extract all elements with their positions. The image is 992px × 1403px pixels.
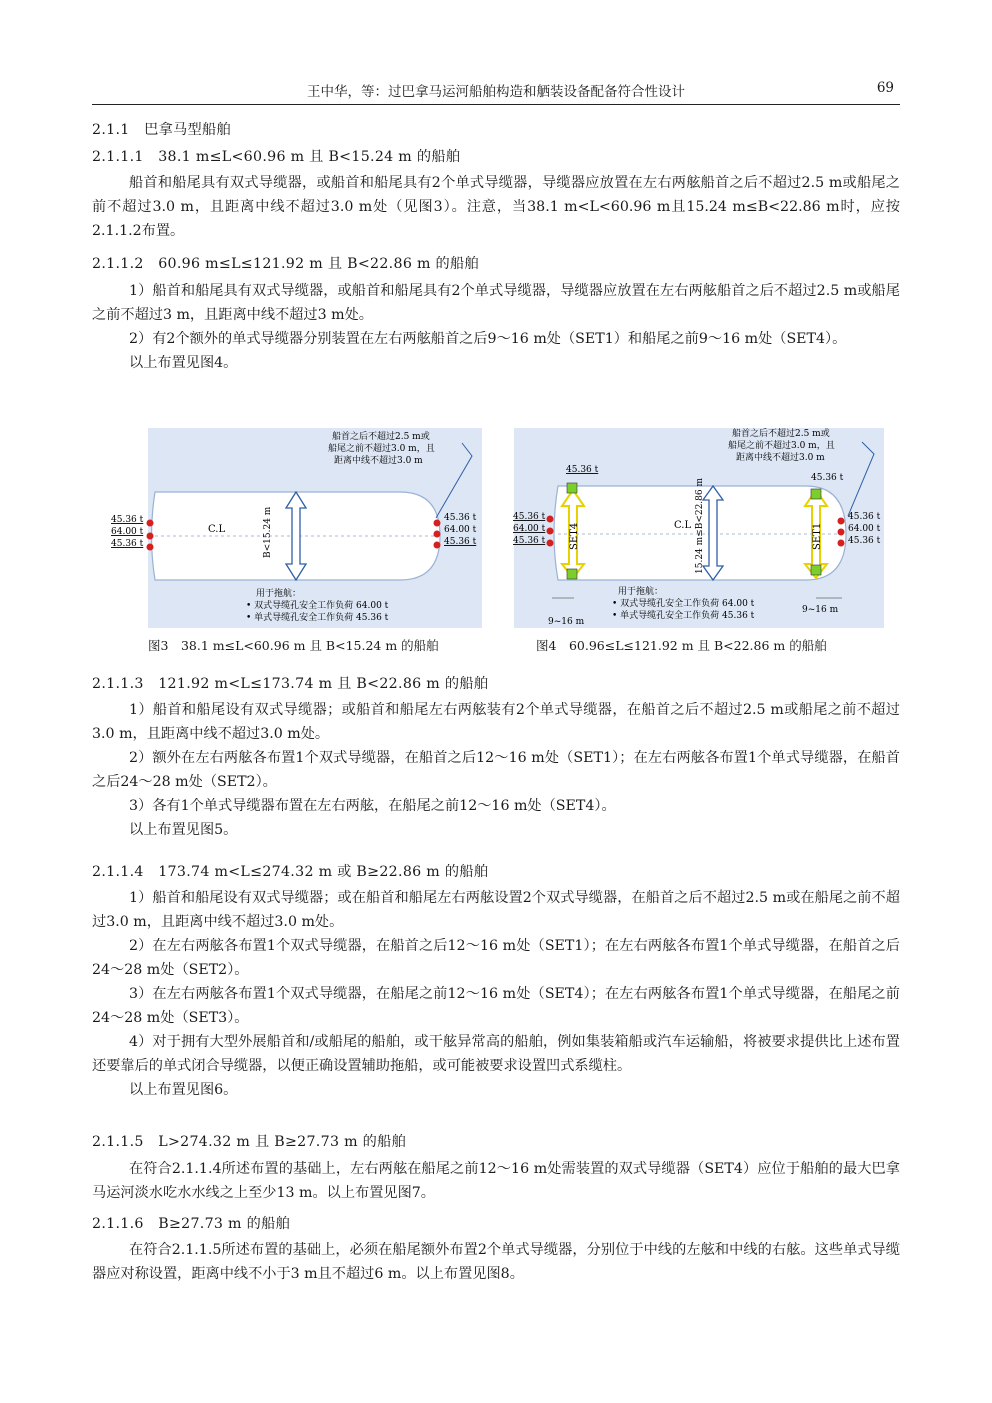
paragraph: 1）船首和船尾设有双式导缆器；或在船首和船尾左右两舷设置2个双式导缆器，在船首之后不超过2.5 m或在船尾之前不超过3.0 m，且距离中线不超过3.0 m处。 [92,890,900,930]
fairlead-marker [434,531,441,538]
paragraph-block [92,886,900,1102]
paragraph-block [92,698,900,842]
fairlead-marker [838,529,845,536]
paragraph: 船首和船尾具有双式导缆器，或船首和船尾具有2个单式导缆器，导缆器应放置在左右两舷船首之后不超过2.5 m或船尾之前不超过3.0 m，且距离中线不超过3.0 m处（见图3）。注意，当38.1 m<L<60.96 m且15.24 m≤B<22.86 m时，应按2.1.1.2布置。 [92,175,900,239]
callout-line: 船尾之前不超过3.0 m，且 [728,441,835,451]
load-label: 45.36 t [566,465,599,475]
paragraph: 以上布置见图5。 [129,822,238,838]
paragraph: 3）各有1个单式导缆器布置在左右两舷，在船尾之前12～16 m处（SET4）。 [129,798,616,814]
callout-line: 距离中线不超过3.0 m [334,456,423,466]
load-label: 64.00 t [111,527,144,537]
centerline-label: C.L [208,524,226,535]
centerline-label: C.L [674,520,692,531]
callout-line: 船首之后不超过2.5 m或 [332,432,430,442]
paragraph: 以上布置见图6。 [129,1082,238,1098]
load-label: 45.36 t [811,473,844,483]
fairlead-marker [547,540,554,547]
paragraph: 以上布置见图4。 [129,355,238,371]
running-title: 王中华，等：过巴拿马运河船舶构造和舾装设备配备符合性设计 [307,84,685,100]
load-label: 45.36 t [444,537,477,547]
set1-label: SET1 [812,522,823,550]
section-heading-2-1-1-4: 2.1.1.4 173.74 m<L≤274.32 m 或 B≥22.86 m 的船舶 [92,864,489,880]
paragraph: 4）对于拥有大型外展船首和/或船尾的船舶，或干舷异常高的船舶，例如集装箱船或汽车运输船，将被要求提供比上述布置还要靠后的单式闭合导缆器，以便正确设置辅助拖船，或可能被要求设置凹式系缆柱。 [92,1034,900,1074]
legend-item: • 单式导缆孔安全工作负荷 45.36 t [246,613,389,623]
load-label: 45.36 t [111,515,144,525]
legend-title: 用于拖航： [618,587,664,597]
paragraph: 2）有2个额外的单式导缆器分别装置在左右两舷船首之后9～16 m处（SET1）和船尾之前9～16 m处（SET4）。 [129,331,847,347]
paragraph: 在符合2.1.1.4所述布置的基础上，左右两舷在船尾之前12～16 m处需装置的双式导缆器（SET4）应位于船舶的最大巴拿马运河淡水吃水水线之上至少13 m。以上布置见图7。 [92,1161,900,1201]
paragraph: 在符合2.1.1.5所述布置的基础上，必须在船尾额外布置2个单式导缆器，分别位于中线的左舷和中线的右舷。这些单式导缆器应对称设置，距离中线不小于3 m且不超过6 m。以上布置见图8。 [92,1242,900,1282]
load-label: 45.36 t [848,512,881,522]
beam-label: 15.24 m≤B<22.86 m [695,477,705,574]
legend-title: 用于拖航： [256,589,302,599]
beam-label: B<15.24 m [263,506,273,558]
section-heading-2-1-1-3: 2.1.1.3 121.92 m<L≤173.74 m 且 B<22.86 m 的船舶 [92,676,489,692]
load-label: 45.36 t [111,539,144,549]
set-marker [567,569,577,579]
set4-label: SET4 [569,522,580,550]
running-header [92,78,900,105]
section-heading-2-1-1: 2.1.1 巴拿马型船舶 [92,122,232,138]
section-heading-2-1-1-5: 2.1.1.5 L>274.32 m 且 B≥27.73 m 的船舶 [92,1134,407,1150]
fairlead-marker [434,542,441,549]
callout-line: 距离中线不超过3.0 m [736,453,825,463]
fairlead-marker [147,533,154,540]
load-label: 45.36 t [513,536,546,546]
section-heading-2-1-1-6: 2.1.1.6 B≥27.73 m 的船舶 [92,1216,291,1232]
set-marker [811,565,821,575]
paragraph-block [92,1238,900,1286]
fairlead-marker [147,544,154,551]
paragraph-block [92,171,900,243]
load-label: 64.00 t [848,524,881,534]
paragraph: 2）在左右两舷各布置1个双式导缆器，在船首之后12～16 m处（SET1）；在左右两舷各布置1个单式导缆器，在船首之后24～28 m处（SET2）。 [92,938,900,978]
load-label: 64.00 t [513,524,546,534]
paragraph: 2）额外在左右两舷各布置1个双式导缆器，在船首之后12～16 m处（SET1）；在左右两舷各布置1个单式导缆器，在船首之后24～28 m处（SET2）。 [92,750,900,790]
figure-3-diagram [110,428,482,628]
load-label: 45.36 t [848,536,881,546]
section-heading-2-1-1-1: 2.1.1.1 38.1 m≤L<60.96 m 且 B<15.24 m 的船舶 [92,149,461,165]
paragraph: 1）船首和船尾设有双式导缆器；或船首和船尾左右两舷装有2个单式导缆器，在船首之后不超过2.5 m或船尾之前不超过3.0 m，且距离中线不超过3.0 m处。 [92,702,900,742]
figure-4-caption: 图4 60.96≤L≤121.92 m 且 B<22.86 m 的船舶 [536,638,827,653]
dim-label-right: 9~16 m [802,605,839,615]
callout-line: 船首之后不超过2.5 m或 [732,429,830,439]
page-number: 69 [876,80,894,96]
paragraph-block [92,279,900,375]
legend-item: • 单式导缆孔安全工作负荷 45.36 t [612,611,755,621]
callout-line: 船尾之前不超过3.0 m，且 [328,444,435,454]
figure-3-caption: 图3 38.1 m≤L<60.96 m 且 B<15.24 m 的船舶 [148,638,439,653]
fairlead-marker [547,516,554,523]
fairlead-marker [434,520,441,527]
paragraph-block [92,1157,900,1205]
fairlead-marker [547,528,554,535]
load-label: 45.36 t [444,513,477,523]
fairlead-marker [838,518,845,525]
load-label: 45.36 t [513,512,546,522]
legend-item: • 双式导缆孔安全工作负荷 64.00 t [246,601,389,611]
set-marker [811,489,821,499]
set-marker [567,483,577,493]
legend-item: • 双式导缆孔安全工作负荷 64.00 t [612,599,755,609]
load-label: 64.00 t [444,525,477,535]
fairlead-marker [838,540,845,547]
dim-label-left: 9~16 m [548,617,585,627]
paragraph: 3）在左右两舷各布置1个双式导缆器，在船尾之前12～16 m处（SET4）；在左右两舷各布置1个单式导缆器，在船尾之前24～28 m处（SET3）。 [92,986,900,1026]
paragraph: 1）船首和船尾具有双式导缆器，或船首和船尾具有2个单式导缆器，导缆器应放置在左右两舷船首之后不超过2.5 m或船尾之前不超过3 m，且距离中线不超过3 m处。 [92,283,900,323]
figure-4-diagram [512,428,884,628]
section-heading-2-1-1-2: 2.1.1.2 60.96 m≤L≤121.92 m 且 B<22.86 m 的船舶 [92,256,479,272]
fairlead-marker [147,520,154,527]
